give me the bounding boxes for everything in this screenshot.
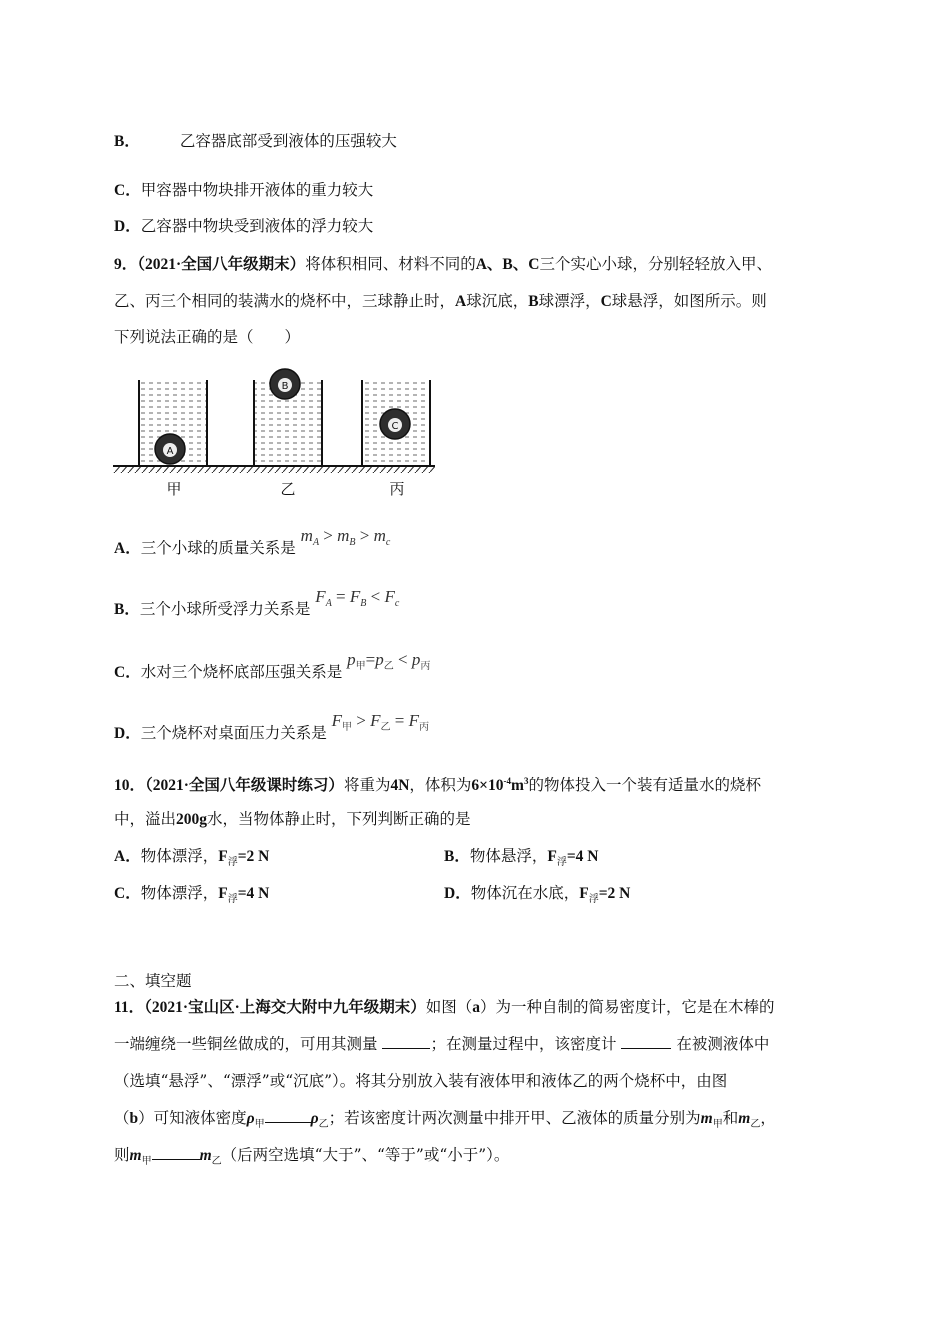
q10-option-c [114,883,269,910]
option-text: 浮 [227,857,238,868]
question-text: 中，溢出 [114,810,177,828]
ball-a [155,434,185,464]
ball-a-label: A [166,446,174,457]
formula-mass: $m_A > m_B > m_c$ [300,526,391,548]
option-text: 物体沉在水底， [470,884,580,902]
question-text: ρ [310,1110,319,1127]
question-text: ；若该密度计两次测量中排开甲、乙液体的质量分别为 [328,1109,701,1127]
q10-option-d [444,883,630,910]
option-text: F [218,885,228,902]
beaker-jia-label: 甲 [166,480,182,498]
formula-pressure: $p_甲=p_乙 < p_丙$ [347,650,431,672]
question-number: 10． [114,777,146,795]
beaker-yi-label: 乙 [280,480,296,498]
question-text: C [600,293,612,310]
option-text: 水对三个烧杯底部压强关系是 [140,663,343,681]
q9-line-1 [114,254,772,275]
option-label: A． [114,848,141,865]
question-text: 甲 [141,1156,152,1167]
option-label: A． [114,540,141,557]
q9-option-b [114,587,400,626]
option-text: 浮 [588,894,599,905]
question-text: （ [114,1109,130,1127]
q9-line-2 [114,291,767,312]
question-text: 和 [722,1109,739,1127]
question-source: （2021·全国八年级课时练习） [145,777,344,795]
question-text: 将重为 [343,776,391,795]
option-text: =4 N [566,848,599,865]
q11-line-4 [114,1108,776,1135]
option-text: 物体悬浮， [469,847,548,865]
question-text: 6×10 [471,777,504,795]
question-text: 球漂浮， [538,292,601,310]
question-text: m [511,777,524,795]
ball-b-label: B [281,381,289,392]
formula-force: $F_甲 > F_乙 = F_丙$ [331,711,430,733]
q9-line-3 [114,327,300,347]
q8-option-d [114,216,373,237]
question-text: 三个实心小球，分别轻轻放入甲、 [539,255,772,273]
formula-buoyancy: $F_A = F_B < F_c$ [315,587,400,609]
option-label: B． [444,848,470,865]
question-text: 将体积相同、材料不同的 [305,255,476,273]
question-text: m [129,1147,142,1164]
question-text: 在被测液体中 [676,1035,770,1053]
question-text: m [199,1147,212,1164]
question-text: 下列说法正确的是（ ） [114,328,301,346]
question-text: ）可知液体密度 [138,1109,247,1127]
question-text: ρ [246,1110,255,1127]
table-surface [113,466,435,473]
q11-line-5 [114,1145,509,1172]
option-text: 三个烧杯对桌面压力关系是 [140,724,327,742]
option-label: C． [114,182,141,199]
q9-option-a [114,526,391,565]
question-number: 11． [114,999,145,1016]
question-text: 乙 [211,1156,222,1167]
question-text: 的物体投入一个装有适量水的烧杯 [528,776,761,795]
ball-b [270,369,300,399]
q9-option-d [114,711,430,750]
answer-blank-4[interactable] [152,1145,200,1160]
q10-line-2 [114,809,471,830]
question-text: （后两空选填“大于”、“等于”或“小于”）。 [221,1146,510,1164]
question-text: b [129,1110,139,1127]
question-source: （2021·全国八年级期末） [137,256,306,273]
option-text: 乙容器中物块受到液体的浮力较大 [140,217,374,235]
question-text: 200g [176,811,208,828]
question-text: 球沉底， [466,292,529,310]
option-text: F [547,848,557,865]
question-text: m [738,1110,751,1127]
question-text: 乙 [318,1119,329,1130]
question-text: B [528,293,539,310]
q11-line-3 [114,1071,727,1091]
question-text: 球悬浮，如图所示。则 [611,292,767,310]
answer-blank-1[interactable] [382,1034,430,1049]
option-text: 三个小球的质量关系是 [140,539,296,557]
q10-option-a [114,846,269,873]
question-text: 一端缠绕一些铜丝做成的，可用其测量 [114,1035,378,1053]
option-text: =4 N [237,885,270,902]
option-label: C． [114,885,141,902]
question-text: 如图（ [425,998,473,1016]
q10-line-1 [114,771,761,796]
question-text: 水，当物体静止时，下列判断正确的是 [207,810,471,828]
option-text: 物体漂浮， [140,884,219,902]
question-text: ， [760,1109,776,1127]
question-text: 乙、丙三个相同的装满水的烧杯中，三球静止时， [114,292,456,310]
question-text: ）为一种自制的简易密度计，它是在木棒的 [480,998,775,1016]
question-text: （选填“悬浮”、“漂浮”或“沉底”）。将其分别放入装有液体甲和液体乙的两个烧杯中，由图 [114,1072,728,1090]
option-text: 乙容器底部受到液体的压强较大 [179,132,397,150]
option-text: 浮 [227,894,238,905]
question-text: A [455,293,467,310]
question-text: 乙 [750,1119,761,1130]
question-text: A、B、C [475,256,540,273]
beaker-bing-label: 丙 [389,480,405,498]
question-text: a [472,999,481,1016]
option-text: F [218,848,228,865]
ball-c-label: C [391,421,399,432]
question-text: 甲 [254,1119,265,1130]
question-text: m [700,1110,713,1127]
q11-line-1 [114,997,775,1018]
option-label: C． [114,664,141,681]
q10-option-b [444,846,598,873]
option-text: 物体漂浮， [140,847,219,865]
section-title [114,971,192,991]
beakers-figure [108,368,438,500]
question-text: 甲 [712,1119,723,1130]
option-label: D． [114,218,141,235]
question-text: 则 [114,1146,130,1164]
answer-blank-3[interactable] [265,1108,311,1123]
option-label: D． [114,725,141,742]
question-text: 4N [390,777,410,795]
ball-c [380,409,410,439]
option-text: 浮 [556,857,567,868]
answer-blank-2[interactable] [621,1034,671,1049]
option-text: 三个小球所受浮力关系是 [139,600,311,618]
option-text: F [579,885,589,902]
question-text: ，体积为 [409,776,472,795]
q8-option-b [114,131,397,152]
question-number: 9． [114,256,138,273]
question-text: ；在测量过程中，该密度计 [430,1035,617,1053]
option-label: B． [114,601,140,618]
q11-line-2 [114,1034,769,1054]
q8-option-c [114,180,373,201]
section-heading: 二、填空题 [114,972,192,990]
option-label: D． [444,885,471,902]
question-text: 3 [523,776,529,786]
option-text: =2 N [237,848,270,865]
question-source: （2021·宝山区·上海交大附中九年级期末） [144,999,426,1016]
q9-option-c [114,650,431,689]
option-label: B． [114,133,140,150]
option-text: =2 N [598,885,631,902]
question-text: -4 [503,776,512,786]
option-text: 甲容器中物块排开液体的重力较大 [140,181,374,199]
